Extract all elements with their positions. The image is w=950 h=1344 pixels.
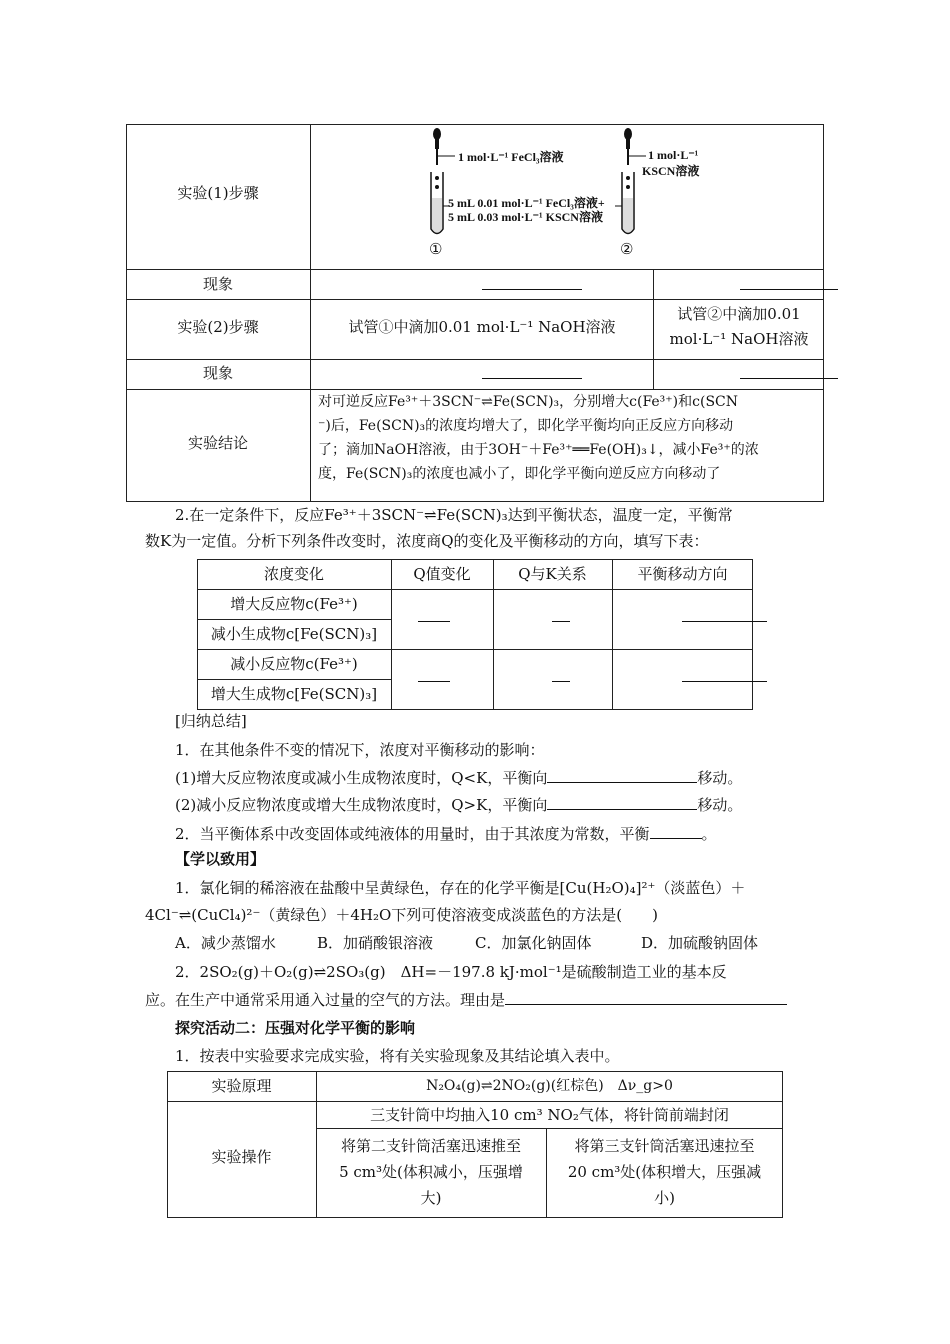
table3-operation-right <box>548 1133 781 1211</box>
figure-label: 1 mol·L⁻¹ <box>648 148 699 162</box>
table2-header: 浓度变化 <box>263 565 324 583</box>
dropper-left-icon <box>433 128 455 165</box>
dropper-right-icon <box>624 128 646 165</box>
question-2-line1: 2.在一定条件下，反应Fe³⁺＋3SCN⁻⇌Fe(SCN)₃达到平衡状态，温度一定，平衡常 <box>175 506 733 524</box>
answer-blank[interactable] <box>505 1003 787 1005</box>
step2-tube2-line2: mol·L⁻¹ NaOH溶液 <box>669 330 809 348</box>
summary-line <box>175 821 835 847</box>
option-d[interactable]: D．加硫酸钠固体 <box>641 934 759 952</box>
summary-text: 移动。 <box>697 769 743 787</box>
conclusion-line: 了；滴加NaOH溶液，由于3OH⁻＋Fe³⁺══Fe(OH)₃↓，减小Fe³⁺的浓 <box>318 442 759 458</box>
activity2-title: 探究活动二：压强对化学平衡的影响 <box>175 1019 416 1037</box>
answer-blank[interactable] <box>482 289 582 290</box>
apply-q1-line2: 4Cl⁻⇌(CuCl₄)²⁻（黄绿色）＋4H₂O下列可使溶液变成淡蓝色的方法是( ) <box>145 906 659 924</box>
table3-operation-left <box>318 1133 544 1211</box>
table2-row-label: 减小反应物c(Fe³⁺) <box>230 655 358 673</box>
answer-blank[interactable] <box>682 681 767 682</box>
table2-rule <box>197 679 391 680</box>
tube-number: ② <box>620 240 634 258</box>
table2-row-label: 增大反应物c(Fe³⁺) <box>230 595 358 613</box>
cell-line: 5 cm³处(体积减小，压强增 <box>339 1163 523 1181</box>
cell-line: 20 cm³处(体积增大，压强减 <box>567 1163 762 1181</box>
answer-blank[interactable] <box>552 621 570 622</box>
answer-blank[interactable] <box>650 837 702 839</box>
table2-header: 平衡移动方向 <box>637 565 728 583</box>
test-tube-right-icon <box>622 172 634 234</box>
table3-label: 实验原理 <box>211 1077 272 1095</box>
apply-q2-text: 应。在生产中通常采用通入过量的空气的方法。理由是 <box>145 991 506 1009</box>
table3-rule <box>316 1128 783 1129</box>
row-label-conclusion: 实验结论 <box>187 434 248 452</box>
apply-options <box>175 930 835 956</box>
conclusion-text <box>318 390 818 486</box>
table2-rule <box>197 619 391 620</box>
table1-rule <box>126 299 824 300</box>
table3-divider <box>546 1128 547 1218</box>
question-2-line2: 数K为一定值。分析下列条件改变时，浓度商Q的变化及平衡移动的方向，填写下表： <box>145 532 709 550</box>
table1-rule <box>126 269 824 270</box>
apply-q1-line1: 1．氯化铜的稀溶液在盐酸中呈黄绿色，存在的化学平衡是[Cu(H₂O)₄]²⁺（淡蓝色）＋ <box>175 879 746 897</box>
figure-label: 5 mL 0.03 mol·L⁻¹ KSCN溶液 <box>448 210 603 224</box>
summary-text: 。 <box>701 825 717 843</box>
option-c[interactable]: C．加氯化钠固体 <box>475 934 592 952</box>
test-tube-figure <box>410 126 710 266</box>
activity2-intro: 1．按表中实验要求完成实验，将有关实验现象及其结论填入表中。 <box>175 1047 620 1065</box>
summary-title: [归纳总结] <box>175 712 247 730</box>
summary-text: 移动。 <box>697 796 743 814</box>
apply-q2-line1: 2．2SO₂(g)＋O₂(g)⇌2SO₃(g) ΔH=－197.8 kJ·mol⁻¹是硫酸制造工业的基本反 <box>175 963 727 981</box>
table3-operation-top: 三支针筒中均抽入10 cm³ NO₂气体，将针筒前端封闭 <box>370 1106 729 1124</box>
table3-principle: N₂O₄(g)⇌2NO₂(g)(红棕色) Δν_g>0 <box>426 1078 673 1094</box>
table3-rule <box>167 1101 783 1102</box>
figure-label: 1 mol·L⁻¹ FeCl₃溶液 <box>458 150 564 164</box>
answer-blank[interactable] <box>682 621 767 622</box>
apply-q2-line2 <box>145 987 805 1013</box>
tube-number: ① <box>429 240 443 258</box>
table2-row-label: 增大生成物c[Fe(SCN)₃] <box>210 685 378 703</box>
conclusion-line: 度，Fe(SCN)₃的浓度也减小了，即化学平衡向逆反应方向移动了 <box>318 466 721 482</box>
table1-divider <box>310 124 311 502</box>
conclusion-line: ⁻)后，Fe(SCN)₃的浓度均增大了，即化学平衡均向正反应方向移动 <box>318 418 734 434</box>
row-label-step1: 实验(1)步骤 <box>177 184 259 202</box>
answer-blank[interactable] <box>418 621 450 622</box>
summary-line <box>175 765 835 791</box>
option-b[interactable]: B．加硝酸银溶液 <box>317 934 434 952</box>
test-tube-left-icon <box>431 172 443 234</box>
table2-rule <box>197 649 753 650</box>
row-label-phenomenon: 现象 <box>202 275 233 293</box>
step2-tube2-line1: 试管②中滴加0.01 <box>677 305 801 323</box>
step2-tube1: 试管①中滴加0.01 mol·L⁻¹ NaOH溶液 <box>348 318 616 336</box>
figure-label: 5 mL 0.01 mol·L⁻¹ FeCl₃溶液+ <box>448 196 605 210</box>
answer-blank[interactable] <box>482 378 582 379</box>
figure-label: KSCN溶液 <box>642 164 700 178</box>
answer-blank[interactable] <box>547 781 697 783</box>
summary-text: (1)增大反应物浓度或减小生成物浓度时，Q<K，平衡向 <box>175 769 548 787</box>
table2-header: Q与K关系 <box>518 565 587 583</box>
cell-line: 将第三支针筒活塞迅速拉至 <box>574 1137 755 1155</box>
answer-blank[interactable] <box>740 289 838 290</box>
table1-rule <box>126 359 824 360</box>
summary-text: (2)减小反应物浓度或增大生成物浓度时，Q>K，平衡向 <box>175 796 548 814</box>
answer-blank[interactable] <box>740 378 838 379</box>
apply-title: 【学以致用】 <box>175 850 266 868</box>
row-label-phenomenon: 现象 <box>202 364 233 382</box>
answer-blank[interactable] <box>552 681 570 682</box>
table2-rule <box>197 589 753 590</box>
summary-text: 2．当平衡体系中改变固体或纯液体的用量时，由于其浓度为常数，平衡 <box>175 825 650 843</box>
answer-blank[interactable] <box>418 681 450 682</box>
cell-line: 大) <box>420 1189 442 1207</box>
conclusion-line: 对可逆反应Fe³⁺＋3SCN⁻⇌Fe(SCN)₃，分别增大c(Fe³⁺)和c(SCN <box>318 394 738 410</box>
table3-label: 实验操作 <box>211 1148 272 1166</box>
table2-header: Q值变化 <box>413 565 471 583</box>
summary-line: 1．在其他条件不变的情况下，浓度对平衡移动的影响： <box>175 741 545 759</box>
cell-line: 小) <box>654 1189 675 1207</box>
table2-row-label: 减小生成物c[Fe(SCN)₃] <box>210 625 378 643</box>
table1-divider <box>653 269 654 389</box>
answer-blank[interactable] <box>547 808 697 810</box>
row-label-step2: 实验(2)步骤 <box>177 318 259 336</box>
cell-line: 将第二支针筒活塞迅速推至 <box>340 1137 521 1155</box>
summary-line <box>175 792 835 818</box>
option-a[interactable]: A．减少蒸馏水 <box>175 934 276 952</box>
